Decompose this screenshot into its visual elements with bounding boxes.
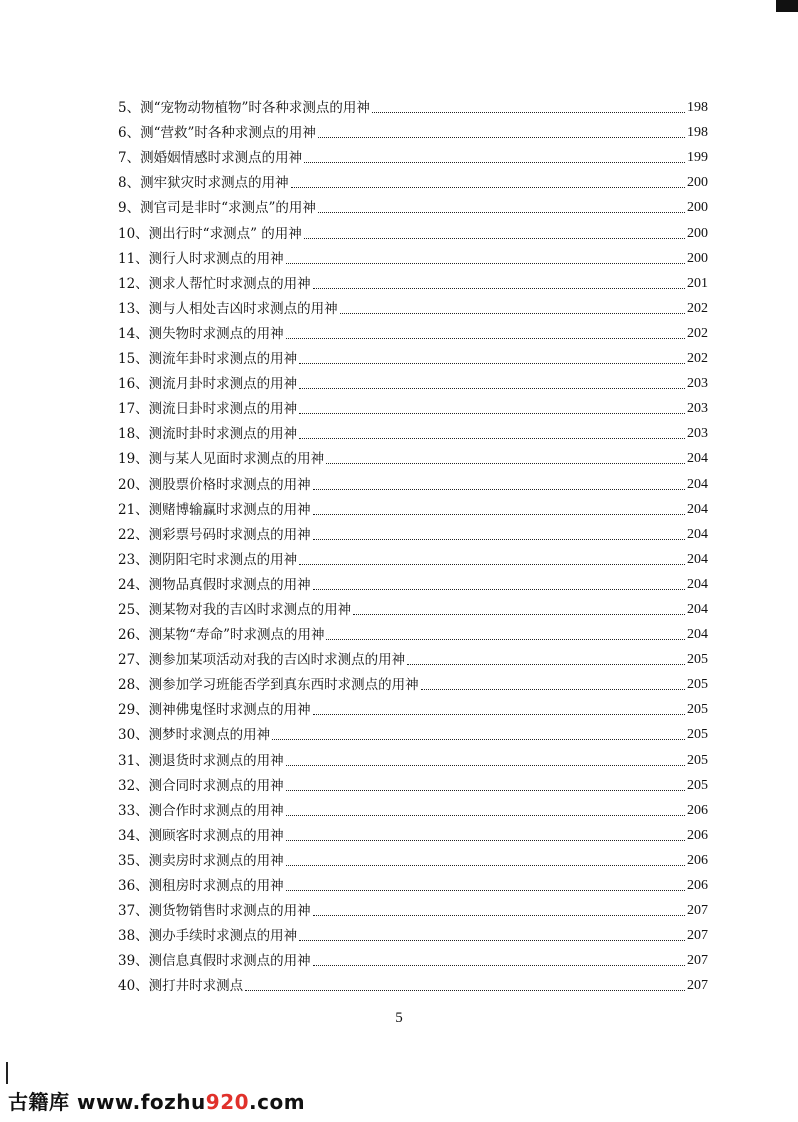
toc-entry-page: 202 bbox=[687, 300, 708, 316]
toc-entry bbox=[118, 142, 708, 167]
toc-entry-page: 201 bbox=[687, 275, 708, 291]
toc-entry-title: 36、测租房时求测点的用神 bbox=[118, 878, 284, 894]
toc-entry bbox=[118, 945, 708, 970]
dot-leader bbox=[286, 790, 685, 791]
dot-leader bbox=[286, 890, 685, 891]
dot-leader bbox=[326, 463, 685, 464]
toc-entry bbox=[118, 192, 708, 217]
toc-entry-title: 28、测参加学习班能否学到真东西时求测点的用神 bbox=[118, 677, 419, 694]
toc-entry-title: 10、测出行时“求测点” 的用神 bbox=[118, 225, 302, 242]
toc-entry-title: 24、测物品真假时求测点的用神 bbox=[118, 576, 311, 593]
toc-entry-title: 16、测流月卦时求测点的用神 bbox=[118, 376, 298, 393]
toc-entry-page: 207 bbox=[687, 928, 708, 944]
toc-entry bbox=[118, 318, 708, 343]
dot-leader bbox=[286, 815, 685, 816]
table-of-contents bbox=[118, 92, 708, 995]
toc-entry-page: 199 bbox=[687, 150, 708, 166]
toc-entry-page: 205 bbox=[687, 702, 708, 718]
scan-edge-mark bbox=[6, 1062, 8, 1084]
toc-entry-title: 8、测牢狱灾时求测点的用神 bbox=[118, 175, 289, 192]
toc-entry bbox=[118, 519, 708, 544]
toc-entry-title: 18、测流时卦时求测点的用神 bbox=[118, 426, 298, 443]
toc-entry-page: 206 bbox=[687, 827, 708, 843]
dot-leader bbox=[286, 263, 685, 264]
toc-entry-title: 35、测卖房时求测点的用神 bbox=[118, 852, 284, 869]
toc-entry bbox=[118, 644, 708, 669]
toc-entry-page: 204 bbox=[687, 551, 708, 567]
toc-entry-page: 204 bbox=[687, 627, 708, 643]
toc-entry-title: 21、测赌博输赢时求测点的用神 bbox=[118, 501, 311, 518]
toc-entry bbox=[118, 920, 708, 945]
toc-entry bbox=[118, 217, 708, 242]
toc-entry bbox=[118, 293, 708, 318]
toc-entry-title: 17、测流日卦时求测点的用神 bbox=[118, 401, 298, 418]
toc-entry-page: 204 bbox=[687, 476, 708, 492]
toc-entry-page: 202 bbox=[687, 351, 708, 367]
toc-entry bbox=[118, 343, 708, 368]
toc-entry-page: 204 bbox=[687, 526, 708, 542]
toc-entry bbox=[118, 619, 708, 644]
page-number: 5 bbox=[395, 1010, 403, 1026]
dot-leader bbox=[313, 288, 685, 289]
dot-leader bbox=[299, 413, 685, 414]
toc-entry bbox=[118, 744, 708, 769]
dot-leader bbox=[272, 739, 685, 740]
toc-entry-title: 25、测某物对我的吉凶时求测点的用神 bbox=[118, 601, 352, 618]
toc-entry-page: 200 bbox=[687, 250, 708, 266]
dot-leader bbox=[313, 714, 685, 715]
toc-entry bbox=[118, 970, 708, 995]
toc-entry-title: 23、测阴阳宅时求测点的用神 bbox=[118, 551, 298, 568]
toc-entry-title: 29、测神佛鬼怪时求测点的用神 bbox=[118, 702, 311, 719]
toc-entry-title: 14、测失物时求测点的用神 bbox=[118, 325, 284, 342]
toc-entry-page: 203 bbox=[687, 426, 708, 442]
toc-entry-title: 6、测“营救”时各种求测点的用神 bbox=[118, 125, 316, 142]
toc-entry-page: 206 bbox=[687, 852, 708, 868]
dot-leader bbox=[299, 940, 685, 941]
dot-leader bbox=[313, 915, 685, 916]
dot-leader bbox=[340, 313, 685, 314]
toc-entry bbox=[118, 569, 708, 594]
toc-entry-title: 7、测婚姻情感时求测点的用神 bbox=[118, 150, 303, 167]
dot-leader bbox=[318, 212, 685, 213]
toc-entry-title: 12、测求人帮忙时求测点的用神 bbox=[118, 275, 311, 292]
toc-entry bbox=[118, 694, 708, 719]
dot-leader bbox=[291, 187, 685, 188]
toc-entry bbox=[118, 544, 708, 569]
toc-entry-title: 20、测股票价格时求测点的用神 bbox=[118, 476, 311, 493]
scan-corner-mark bbox=[776, 0, 798, 12]
dot-leader bbox=[313, 489, 685, 490]
toc-entry-title: 13、测与人相处吉凶时求测点的用神 bbox=[118, 300, 338, 317]
toc-entry-title: 27、测参加某项活动对我的吉凶时求测点的用神 bbox=[118, 652, 406, 669]
toc-entry-page: 205 bbox=[687, 752, 708, 768]
dot-leader bbox=[299, 438, 685, 439]
toc-entry bbox=[118, 795, 708, 820]
toc-entry-title: 34、测顾客时求测点的用神 bbox=[118, 827, 284, 844]
toc-entry-title: 40、测打井时求测点 bbox=[118, 978, 244, 995]
toc-entry-title: 37、测货物销售时求测点的用神 bbox=[118, 903, 311, 920]
dot-leader bbox=[299, 564, 685, 565]
toc-entry bbox=[118, 870, 708, 895]
dot-leader bbox=[304, 162, 685, 163]
toc-entry bbox=[118, 167, 708, 192]
toc-entry bbox=[118, 418, 708, 443]
dot-leader bbox=[353, 614, 685, 615]
dot-leader bbox=[286, 840, 685, 841]
toc-entry-page: 207 bbox=[687, 953, 708, 969]
dot-leader bbox=[299, 388, 685, 389]
toc-entry-page: 204 bbox=[687, 451, 708, 467]
toc-entry-title: 11、测行人时求测点的用神 bbox=[118, 250, 284, 267]
toc-entry-page: 204 bbox=[687, 501, 708, 517]
toc-entry-title: 30、测梦时求测点的用神 bbox=[118, 727, 271, 744]
toc-entry bbox=[118, 268, 708, 293]
toc-entry-page: 205 bbox=[687, 777, 708, 793]
dot-leader bbox=[318, 137, 685, 138]
toc-entry-title: 26、测某物“寿命”时求测点的用神 bbox=[118, 627, 325, 644]
toc-entry-page: 204 bbox=[687, 576, 708, 592]
toc-entry-page: 207 bbox=[687, 903, 708, 919]
toc-entry bbox=[118, 719, 708, 744]
dot-leader bbox=[372, 112, 685, 113]
toc-entry-page: 205 bbox=[687, 652, 708, 668]
toc-entry-title: 31、测退货时求测点的用神 bbox=[118, 752, 284, 769]
toc-entry-page: 198 bbox=[687, 100, 708, 116]
dot-leader bbox=[286, 338, 685, 339]
dot-leader bbox=[407, 664, 685, 665]
toc-entry-page: 204 bbox=[687, 601, 708, 617]
toc-entry-title: 22、测彩票号码时求测点的用神 bbox=[118, 526, 311, 543]
toc-entry-title: 33、测合作时求测点的用神 bbox=[118, 802, 284, 819]
toc-entry-page: 200 bbox=[687, 225, 708, 241]
toc-entry-page: 202 bbox=[687, 325, 708, 341]
watermark bbox=[8, 1086, 305, 1115]
toc-entry-page: 205 bbox=[687, 677, 708, 693]
dot-leader bbox=[313, 965, 685, 966]
toc-entry-title: 5、测“宠物动物植物”时各种求测点的用神 bbox=[118, 100, 370, 117]
watermark-accent: 920 bbox=[205, 1090, 250, 1114]
toc-entry bbox=[118, 669, 708, 694]
toc-entry bbox=[118, 368, 708, 393]
toc-entry bbox=[118, 594, 708, 619]
toc-entry bbox=[118, 243, 708, 268]
dot-leader bbox=[299, 363, 685, 364]
toc-entry bbox=[118, 494, 708, 519]
dot-leader bbox=[313, 539, 685, 540]
dot-leader bbox=[286, 765, 685, 766]
toc-entry bbox=[118, 845, 708, 870]
dot-leader bbox=[313, 514, 685, 515]
toc-entry-page: 206 bbox=[687, 802, 708, 818]
dot-leader bbox=[421, 689, 685, 690]
toc-entry bbox=[118, 820, 708, 845]
toc-entry bbox=[118, 443, 708, 468]
toc-entry-title: 9、测官司是非时“求测点”的用神 bbox=[118, 200, 316, 217]
toc-entry bbox=[118, 895, 708, 920]
toc-entry-page: 206 bbox=[687, 878, 708, 893]
dot-leader bbox=[326, 639, 685, 640]
toc-entry-page: 207 bbox=[687, 978, 708, 994]
dot-leader bbox=[245, 990, 685, 991]
toc-entry-page: 205 bbox=[687, 727, 708, 743]
toc-entry bbox=[118, 393, 708, 418]
watermark-prefix: 古籍库 www.fozhu bbox=[8, 1090, 206, 1114]
toc-entry-title: 19、测与某人见面时求测点的用神 bbox=[118, 451, 325, 468]
toc-entry-title: 15、测流年卦时求测点的用神 bbox=[118, 351, 298, 368]
watermark-suffix: .com bbox=[249, 1090, 306, 1114]
toc-entry-title: 39、测信息真假时求测点的用神 bbox=[118, 953, 311, 970]
toc-entry-page: 200 bbox=[687, 200, 708, 216]
toc-entry bbox=[118, 117, 708, 142]
dot-leader bbox=[304, 238, 685, 239]
toc-entry-title: 38、测办手续时求测点的用神 bbox=[118, 928, 298, 945]
toc-entry-page: 203 bbox=[687, 401, 708, 417]
toc-entry bbox=[118, 92, 708, 117]
toc-entry bbox=[118, 468, 708, 493]
toc-entry-title: 32、测合同时求测点的用神 bbox=[118, 777, 284, 794]
toc-entry-page: 198 bbox=[687, 125, 708, 141]
toc-entry-page: 200 bbox=[687, 175, 708, 191]
dot-leader bbox=[313, 589, 685, 590]
dot-leader bbox=[286, 865, 685, 866]
toc-entry bbox=[118, 770, 708, 795]
toc-entry-page: 203 bbox=[687, 376, 708, 392]
